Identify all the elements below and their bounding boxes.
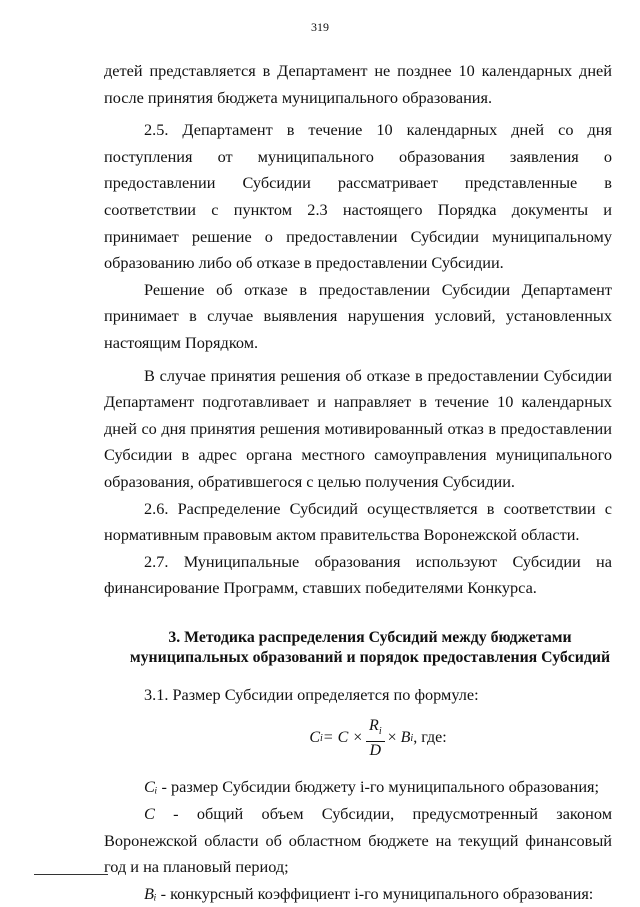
formula-tail: , где: (413, 729, 447, 747)
paragraph: Решение об отказе в предоставлении Субсидии Департамент принимает в случае выявления нарушения условий, установленных настоящим Порядком. (104, 279, 612, 352)
formula-eq: = C × (322, 729, 364, 747)
document-body (104, 58, 612, 907)
formula-b-sub: i (410, 732, 414, 744)
definition-text: - размер Субсидии бюджету i-го муниципального образования; (157, 777, 600, 797)
paragraph-2-6: 2.6. Распределение Субсидий осуществляется в соответствии с нормативным правовым актом правительства Воронежской области. (104, 498, 612, 545)
definition-term: Bᵢ (144, 883, 157, 903)
definition (104, 881, 612, 907)
formula-b: B (400, 729, 411, 747)
definition-text: - общий объем Субсидии, предусмотренный законом Воронежской области об областном бюджете на текущий финансовый год и на плановый период; (104, 804, 612, 877)
definition (104, 774, 612, 801)
formula-denominator: D (369, 742, 382, 760)
definition-text: - конкурсный коэффициент i-го муниципального образования: (156, 883, 594, 903)
paragraph: детей представляется в Департамент не позднее 10 календарных дней после принятия бюджета муниципального образования. (104, 61, 612, 107)
formula-times: × (387, 729, 397, 747)
paragraph-2-5: 2.5. Департамент в течение 10 календарных дней со дня поступления от муниципального образования заявления о предоставлении Субсидии рассматривает представленные в соответствии с пунктом 2.3 настоящего Порядка документы и принимает решение о предоставлении Субсидии муниципальному образованию либо об отказе в предоставлении Субсидии. (104, 120, 612, 273)
definition-term: Cᵢ (144, 777, 158, 797)
heading-line: 3. Методика распределения Субсидий между бюджетами (168, 628, 572, 646)
paragraph-3-1: 3.1. Размер Субсидии определяется по формуле: (144, 684, 479, 704)
page-number: 319 (311, 20, 329, 34)
paragraph: В случае принятия решения об отказе в предоставлении Субсидии Департамент подготавливает и направляет в течение 10 календарных дней со дня принятия решения мотивированный отказ в предоставлении Субсидии в адрес органа местного самоуправления муниципального образования, обратившегося с целью получения Субсидии. (104, 365, 612, 491)
heading-line: муниципальных образований и порядок предоставления Субсидий (129, 648, 611, 666)
subsidy-formula (144, 712, 612, 764)
formula-fraction (366, 717, 385, 760)
definition (104, 801, 612, 881)
definition-term: C (144, 804, 155, 824)
paragraph-2-7: 2.7. Муниципальные образования используют Субсидии на финансирование Программ, ставших победителями Конкурса. (104, 551, 612, 598)
formula-lhs-sub: i (320, 732, 323, 744)
formula-lhs: C (309, 729, 320, 747)
section-heading (128, 628, 612, 668)
formula-numerator: $R_i$ (366, 717, 385, 742)
footer-divider (34, 874, 108, 875)
